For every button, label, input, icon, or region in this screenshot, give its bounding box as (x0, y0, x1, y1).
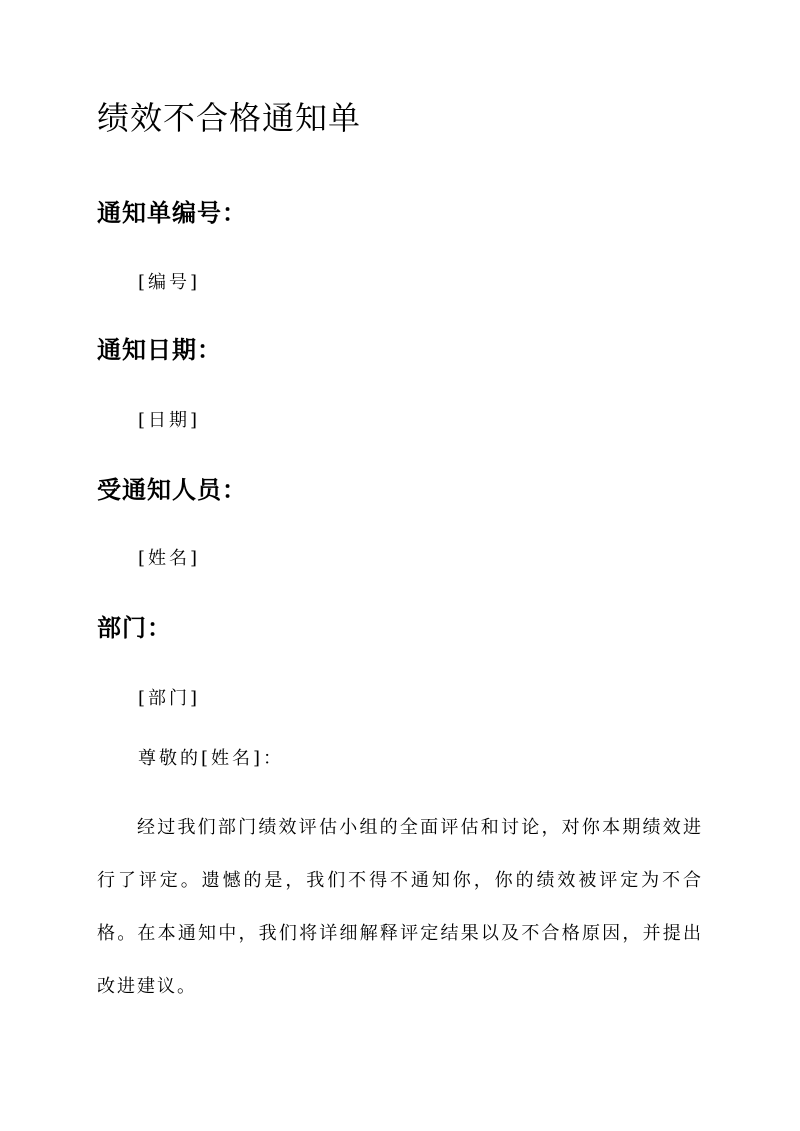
notice-date-heading: 通知日期： (97, 335, 222, 364)
notice-number-value: [编号] (138, 272, 201, 293)
recipient-value: [姓名] (138, 548, 201, 569)
department-value: [部门] (138, 688, 201, 709)
recipient-heading: 受通知人员： (97, 475, 247, 504)
notice-number-heading: 通知单编号： (97, 198, 247, 227)
salutation: 尊敬的[姓名]： (138, 748, 285, 769)
department-heading: 部门： (97, 613, 172, 642)
notice-date-value: [日期] (138, 410, 201, 431)
document-title: 绩效不合格通知单 (97, 99, 362, 137)
body-paragraph: 经过我们部门绩效评估小组的全面评估和讨论，对你本期绩效进行了评定。遗憾的是，我们不得不通知你，你的绩效被评定为不合格。在本通知中，我们将详细解释评定结果以及不合格原因，并提出改进建议。 (97, 817, 703, 997)
